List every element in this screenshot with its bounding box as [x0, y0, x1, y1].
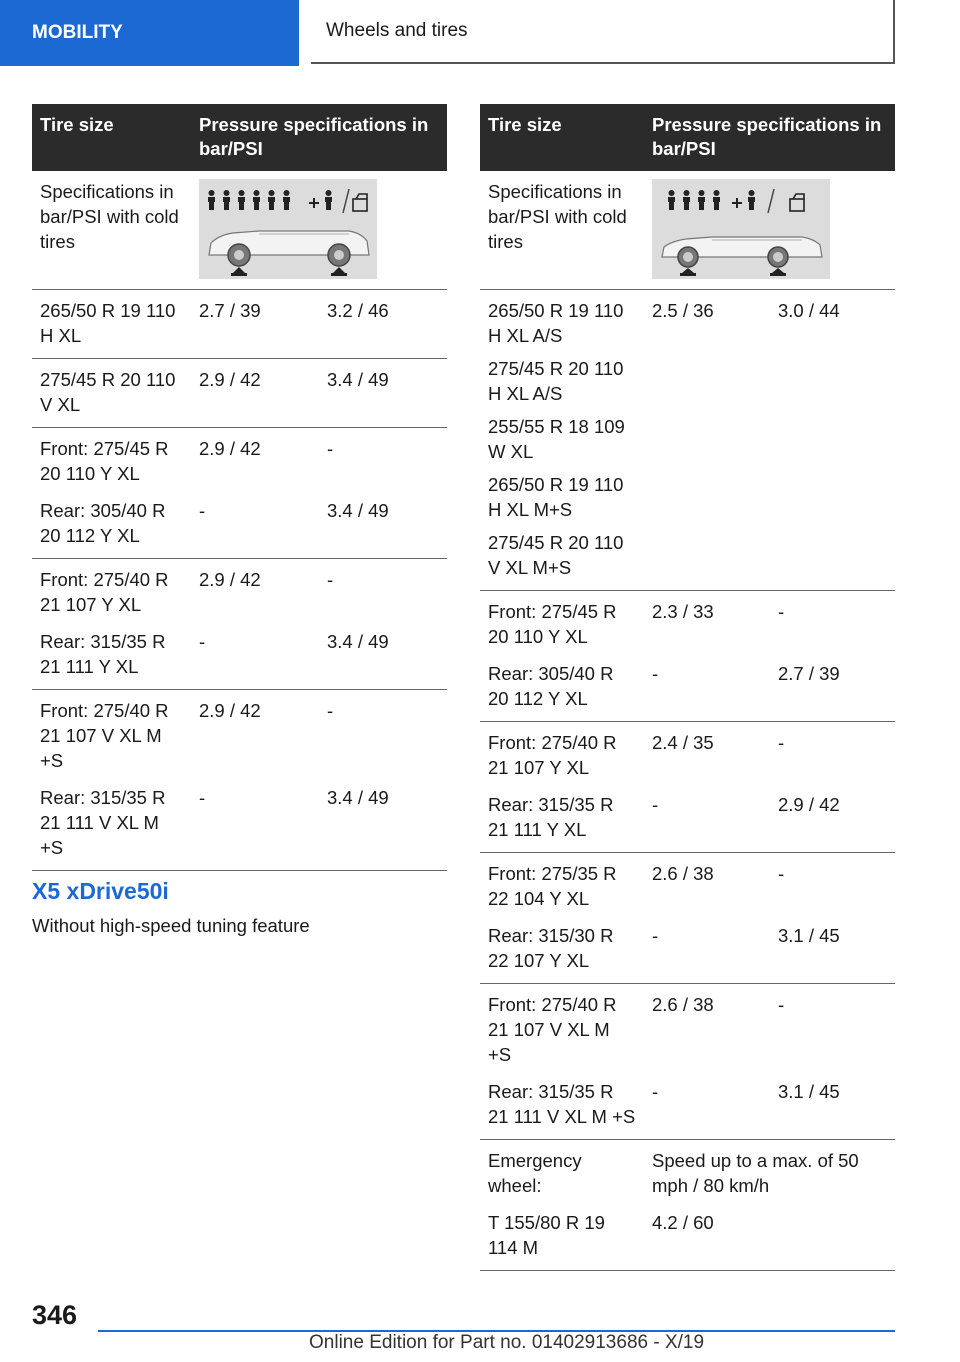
- pressure-full-cell: -: [778, 732, 785, 753]
- pressure-partial-cell: -: [644, 1077, 770, 1140]
- tire-size-cell: Front: 275/40 R 21 107 V XL M +S: [488, 994, 617, 1065]
- pressure-full-cell: -: [778, 994, 785, 1015]
- pressure-full-cell: 3.1 / 45: [770, 921, 895, 984]
- pressure-header: Pressure specifications in bar/PSI: [191, 104, 447, 171]
- pressure-partial-cell: -: [191, 783, 319, 871]
- pressure-partial-cell: -: [191, 627, 319, 690]
- section-tab: [0, 0, 299, 66]
- section-label: MOBILITY: [32, 22, 123, 43]
- tire-size-cell: Front: 275/45 R 20 110 Y XL: [488, 601, 617, 647]
- load-diagram-3-persons-icon: [652, 179, 830, 279]
- pressure-partial-cell: 2.9 / 42: [191, 359, 319, 428]
- spec-label: Specifications in bar/PSI with cold tires: [480, 171, 644, 290]
- pressure-full-cell: 3.4 / 49: [319, 783, 447, 871]
- pressure-full-cell: -: [778, 863, 785, 884]
- right-tire-table: [480, 104, 895, 1271]
- tire-size-cell: 275/45 R 20 110 V XL: [32, 359, 191, 428]
- pressure-full-cell: 3.1 / 45: [770, 1077, 895, 1140]
- footer-edition: Online Edition for Part no. 01402913686 - X/19: [309, 1332, 705, 1353]
- pressure-full-cell: 3.4 / 49: [319, 627, 447, 690]
- tire-size-cell: Rear: 305/40 R 20 112 Y XL: [480, 659, 644, 722]
- tire-size-cell: Front: 275/45 R 20 110 Y XL: [40, 438, 169, 484]
- pressure-header: Pressure specifications in bar/PSI: [644, 104, 895, 171]
- tire-size-cell: Rear: 315/35 R 21 111 Y XL: [32, 627, 191, 690]
- load-diagram-5-persons-icon: [199, 179, 377, 279]
- tire-size-cell: Rear: 315/35 R 21 111 V XL M +S: [480, 1077, 644, 1140]
- tire-size-cell: 265/50 R 19 110 H XL: [32, 290, 191, 359]
- pressure-partial-cell: 2.9 / 42: [199, 569, 261, 590]
- pressure-full-cell: -: [327, 700, 334, 721]
- model-subheading: Without high-speed tuning feature: [32, 915, 310, 936]
- pressure-full-cell: -: [327, 569, 334, 590]
- tire-size-item: 265/50 R 19 110 H XL A/S: [488, 300, 624, 346]
- pressure-full-cell: 2.7 / 39: [770, 659, 895, 722]
- emergency-speed-note: Speed up to a max. of 50 mph / 80 km/h: [652, 1150, 859, 1196]
- pressure-partial-cell: -: [644, 921, 770, 984]
- pressure-partial-cell: -: [644, 790, 770, 853]
- pressure-partial-cell: 2.9 / 42: [199, 438, 261, 459]
- pressure-partial-cell: -: [644, 659, 770, 722]
- pressure-full-cell: 3.4 / 49: [319, 496, 447, 559]
- tire-size-item: 255/55 R 18 109 W XL: [488, 416, 625, 462]
- tire-size-group: [480, 290, 644, 591]
- tire-size-cell: Front: 275/40 R 21 107 V XL M +S: [40, 700, 169, 771]
- pressure-full-cell: -: [778, 601, 785, 622]
- tire-size-cell: Rear: 305/40 R 20 112 Y XL: [32, 496, 191, 559]
- pressure-full-cell: -: [327, 438, 334, 459]
- tire-size-cell: Front: 275/35 R 22 104 Y XL: [488, 863, 617, 909]
- emergency-tire-size: T 155/80 R 19 114 M: [480, 1208, 644, 1271]
- tire-size-cell: Front: 275/40 R 21 107 Y XL: [40, 569, 169, 615]
- page-number: 346: [32, 1300, 78, 1330]
- spec-label: Specifications in bar/PSI with cold tires: [32, 171, 191, 290]
- page-title-text: Wheels and tires: [326, 20, 468, 41]
- pressure-partial-cell: 2.9 / 42: [199, 700, 261, 721]
- model-heading: X5 xDrive50i: [32, 878, 169, 904]
- tire-size-cell: Rear: 315/30 R 22 107 Y XL: [480, 921, 644, 984]
- left-tire-table: [32, 104, 447, 871]
- pressure-partial-cell: 2.6 / 38: [652, 863, 714, 884]
- pressure-full-cell: 3.0 / 44: [770, 290, 895, 591]
- pressure-partial-cell: 2.7 / 39: [191, 290, 319, 359]
- tire-size-cell: Rear: 315/35 R 21 111 Y XL: [480, 790, 644, 853]
- pressure-full-cell: 2.9 / 42: [770, 790, 895, 853]
- pressure-partial-cell: 2.4 / 35: [652, 732, 714, 753]
- tire-size-header: Tire size: [480, 104, 644, 171]
- tire-size-cell: Rear: 315/35 R 21 111 V XL M +S: [32, 783, 191, 871]
- tire-size-item: 265/50 R 19 110 H XL M+S: [488, 474, 624, 520]
- pressure-partial-cell: 2.6 / 38: [652, 994, 714, 1015]
- emergency-pressure: 4.2 / 60: [644, 1208, 895, 1271]
- tire-size-cell: Front: 275/40 R 21 107 Y XL: [488, 732, 617, 778]
- pressure-partial-cell: 2.3 / 33: [652, 601, 714, 622]
- pressure-full-cell: 3.4 / 49: [319, 359, 447, 428]
- pressure-partial-cell: -: [191, 496, 319, 559]
- page-title: [311, 0, 895, 64]
- tire-size-item: 275/45 R 20 110 V XL M+S: [488, 532, 624, 578]
- pressure-partial-cell: 2.5 / 36: [644, 290, 770, 591]
- pressure-full-cell: 3.2 / 46: [319, 290, 447, 359]
- tire-size-item: 275/45 R 20 110 H XL A/S: [488, 358, 624, 404]
- tire-size-header: Tire size: [32, 104, 191, 171]
- emergency-wheel-label: Emergency wheel:: [488, 1150, 582, 1196]
